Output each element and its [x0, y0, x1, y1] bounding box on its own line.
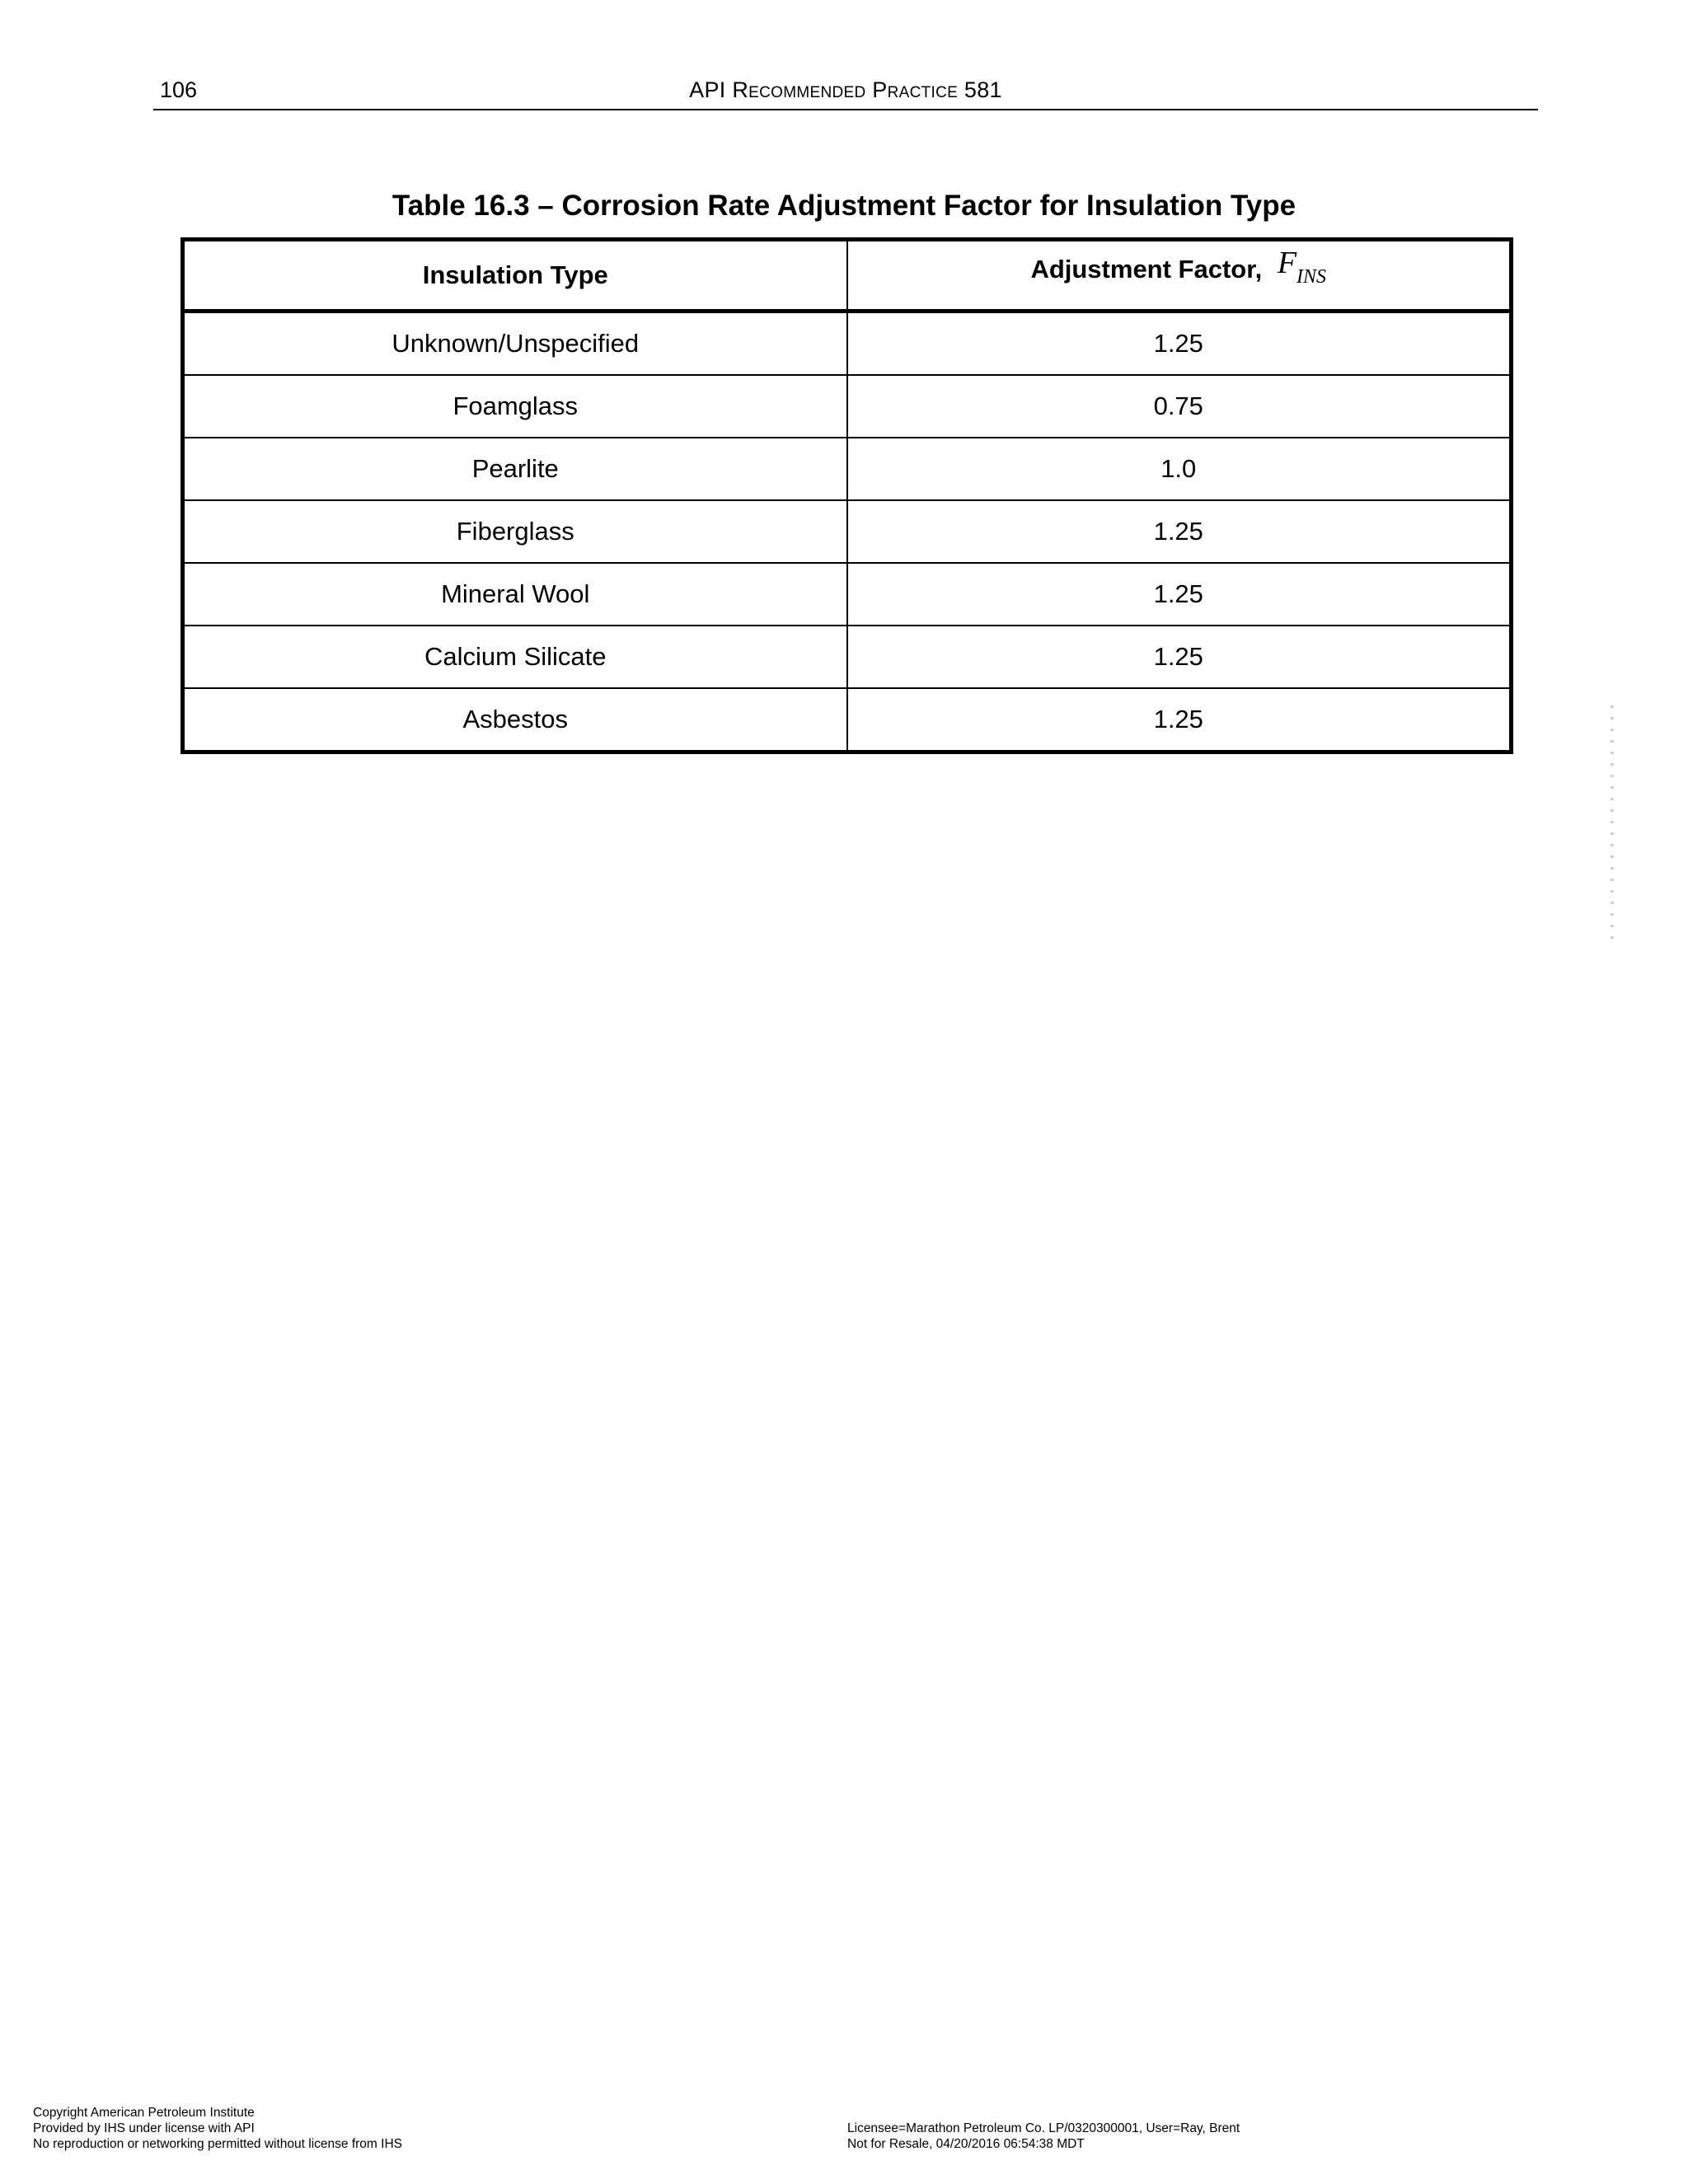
table-row [183, 375, 1512, 438]
footer-line: Licensee=Marathon Petroleum Co. LP/0320300001, User=Ray, Brent [847, 2121, 1240, 2135]
footer-copyright [33, 2105, 402, 2152]
insulation-type-cell: Asbestos [183, 688, 847, 752]
insulation-type-cell: Calcium Silicate [183, 626, 847, 688]
table-row [183, 438, 1512, 500]
page-header [153, 77, 1538, 110]
adjustment-factor-cell: 1.25 [847, 626, 1512, 688]
table-row [183, 312, 1512, 376]
adjustment-factor-table [181, 237, 1513, 754]
insulation-type-cell: Unknown/Unspecified [183, 312, 847, 376]
factor-symbol: F [1277, 246, 1297, 280]
factor-symbol-subscript: INS [1296, 266, 1327, 288]
table-row [183, 688, 1512, 752]
footer-line: Copyright American Petroleum Institute [33, 2106, 255, 2120]
insulation-type-cell: Fiberglass [183, 500, 847, 563]
adjustment-factor-cell: 0.75 [847, 375, 1512, 438]
adjustment-factor-label: Adjustment Factor, [1030, 255, 1263, 284]
adjustment-factor-cell: 1.25 [847, 563, 1512, 626]
running-title: API Recommended Practice 581 [689, 77, 1002, 102]
footer-line: No reproduction or networking permitted without license from IHS [33, 2137, 402, 2151]
table-row [183, 500, 1512, 563]
column-header-adjustment-factor [847, 240, 1512, 312]
adjustment-factor-cell: 1.0 [847, 438, 1512, 500]
table-row [183, 563, 1512, 626]
adjustment-factor-cell: 1.25 [847, 500, 1512, 563]
adjustment-factor-cell: 1.25 [847, 312, 1512, 376]
footer-license [847, 2121, 1240, 2152]
insulation-type-cell: Mineral Wool [183, 563, 847, 626]
footer-line: Provided by IHS under license with API [33, 2121, 255, 2135]
scan-edge-marks [1611, 705, 1614, 944]
column-header-insulation-type: Insulation Type [183, 240, 847, 312]
insulation-type-cell: Foamglass [183, 375, 847, 438]
insulation-type-cell: Pearlite [183, 438, 847, 500]
page-number: 106 [160, 77, 198, 102]
table-header-row [183, 240, 1512, 312]
table-title: Table 16.3 – Corrosion Rate Adjustment Factor for Insulation Type [392, 190, 1296, 222]
adjustment-factor-cell: 1.25 [847, 688, 1512, 752]
footer-line: Not for Resale, 04/20/2016 06:54:38 MDT [847, 2137, 1085, 2151]
table-row [183, 626, 1512, 688]
